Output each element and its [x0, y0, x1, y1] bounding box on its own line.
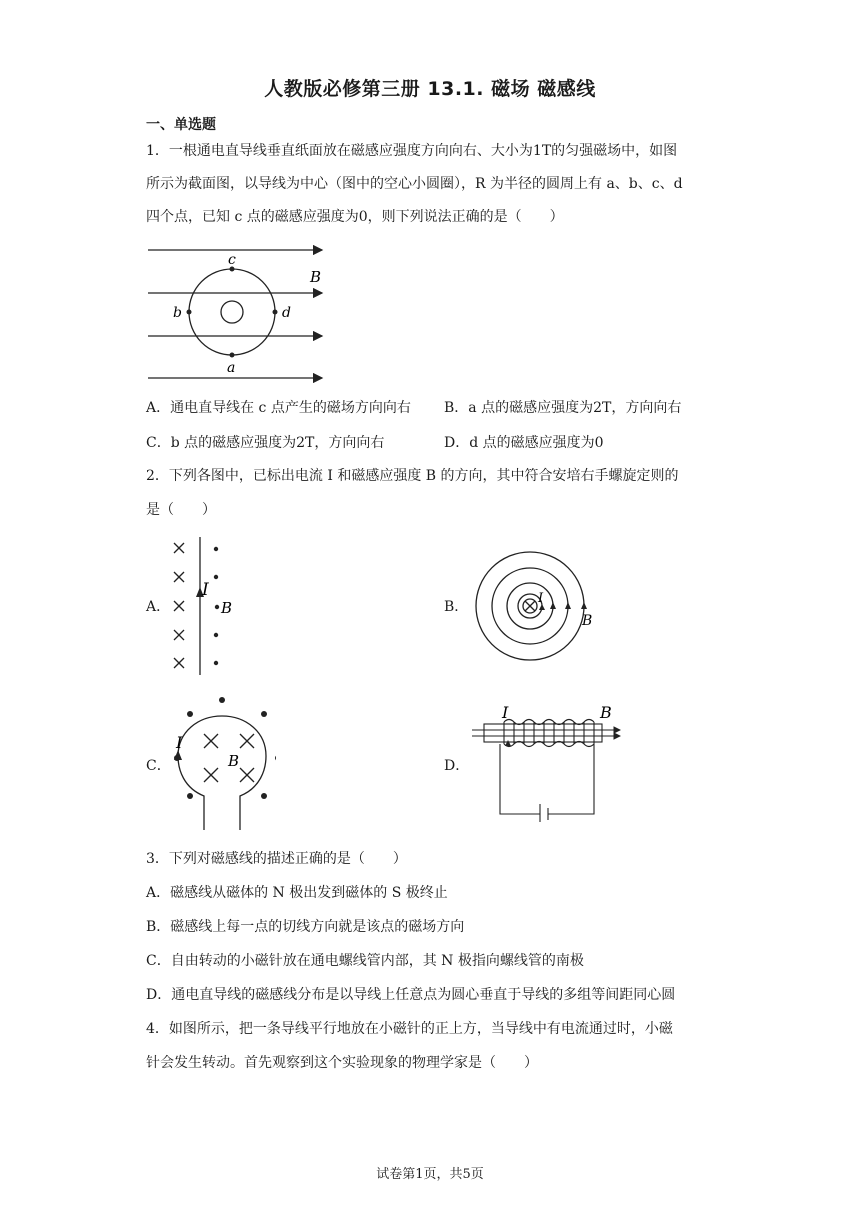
page-footer: 试卷第1页，共5页 — [376, 1167, 484, 1182]
wire-circle — [221, 301, 243, 323]
q2-figure-a — [166, 535, 246, 681]
q1-line-2: 所示为截面图，以导线为中心（图中的空心小圆圈），R 为半径的圆周上有 a、b、c、d — [146, 176, 683, 192]
q1-line-1: 1．一根通电直导线垂直纸面放在磁感应强度方向向右、大小为1T的匀强磁场中，如图 — [146, 143, 678, 159]
q4-line-1: 4．如图所示，把一条导线平行地放在小磁针的正上方，当导线中有电流通过时，小磁 — [146, 1021, 673, 1037]
section-heading: 一、单选题 — [146, 117, 216, 133]
q1-option-a: A．通电直导线在 c 点产生的磁场方向向右 — [146, 400, 411, 416]
label-b: b — [173, 305, 182, 321]
q3-option-a: A．磁感线从磁体的 N 极出发到磁体的 S 极终止 — [146, 885, 448, 901]
q3-line-1: 3．下列对磁感线的描述正确的是（ ） — [146, 851, 407, 867]
q2-line-2: 是（ ） — [146, 502, 216, 518]
point-b — [187, 310, 192, 315]
q3-option-b: B．磁感线上每一点的切线方向就是该点的磁场方向 — [146, 919, 465, 935]
q1-option-d: D．d 点的磁感应强度为0 — [444, 435, 604, 451]
q1-figure — [140, 240, 340, 388]
q4-line-2: 针会发生转动。首先观察到这个实验现象的物理学家是（ ） — [146, 1055, 538, 1071]
q2-option-a-label: A． — [146, 599, 171, 615]
q1-option-b: B．a 点的磁感应强度为2T，方向向右 — [444, 400, 682, 416]
label-B: B — [310, 268, 322, 286]
q2-figure-b — [470, 550, 592, 665]
label-I: I — [538, 591, 544, 606]
label-a: a — [227, 360, 236, 376]
label-B: B — [221, 599, 233, 617]
label-I: I — [502, 703, 509, 722]
label-c: c — [228, 252, 236, 268]
label-B: B — [582, 613, 592, 629]
q2-line-1: 2．下列各图中，已标出电流 I 和磁感应强度 B 的方向，其中符合安培右手螺旋定则的 — [146, 468, 679, 484]
q2-figure-d — [470, 700, 630, 822]
q2-option-b-label: B． — [444, 599, 469, 615]
point-a — [230, 353, 235, 358]
q2-option-d-label: D． — [444, 758, 470, 774]
q1-option-c: C．b 点的磁感应强度为2T，方向向右 — [146, 435, 385, 451]
q3-option-d: D．通电直导线的磁感线分布是以导线上任意点为圆心垂直于导线的多组等间距同心圆 — [146, 987, 676, 1003]
label-B: B — [228, 752, 240, 770]
label-d: d — [282, 305, 291, 321]
label-I: I — [202, 580, 209, 600]
q2-option-c-label: C． — [146, 758, 171, 774]
label-B: B — [600, 703, 612, 722]
point-d — [273, 310, 278, 315]
page-title: 人教版必修第三册 13.1. 磁场 磁感线 — [264, 78, 596, 100]
q3-option-c: C．自由转动的小磁针放在通电螺线管内部，其 N 极指向螺线管的南极 — [146, 953, 584, 969]
q1-line-3: 四个点，已知 c 点的磁感应强度为0，则下列说法正确的是（ ） — [146, 209, 564, 225]
q2-figure-c — [166, 690, 276, 830]
label-I: I — [176, 733, 183, 752]
